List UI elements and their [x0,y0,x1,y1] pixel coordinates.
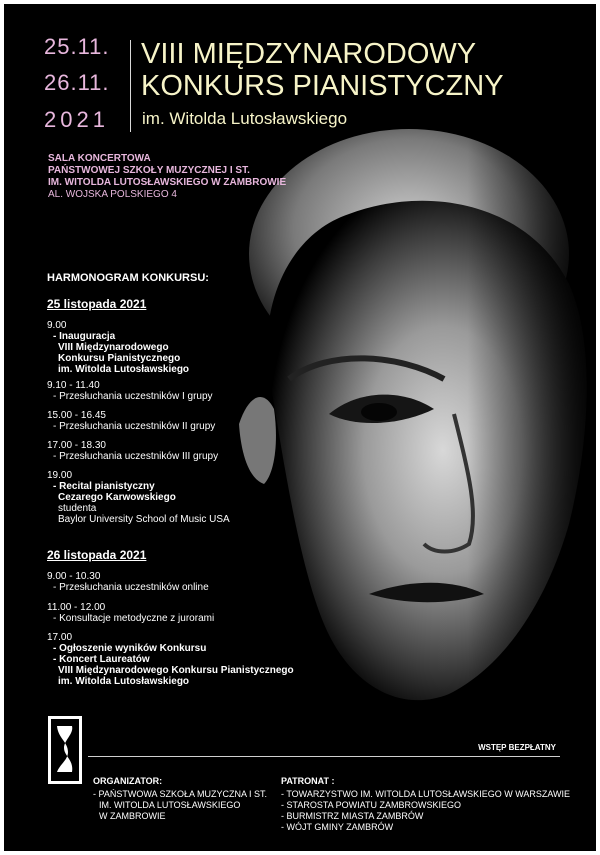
schedule-item [47,571,209,593]
organizer-heading: ORGANIZATOR: [93,776,163,786]
schedule-item [47,632,294,687]
patronage-line: - WÓJT GMINY ZAMBRÓW [281,822,394,832]
item-time: 9.00 - 10.30 [47,571,101,582]
item-line: im. Witolda Lutosławskiego [58,676,190,687]
item-line: - Przesłuchania uczestników II grupy [53,421,216,432]
item-line: im. Witolda Lutosławskiego [58,364,190,375]
item-time: 19.00 [47,470,73,481]
free-entry-note: WSTĘP BEZPŁATNY [478,743,556,752]
venue-line: SALA KONCERTOWA [48,153,151,164]
venue-block [48,153,286,201]
title-line-1: VIII MIĘDZYNARODOWY [141,38,477,70]
venue-address: AL. WOJSKA POLSKIEGO 4 [48,189,177,200]
date-line-2: 26.11. [44,70,110,95]
schedule-item [47,470,230,525]
item-time: 9.00 [47,320,67,331]
schedule-heading: HARMONOGRAM KONKURSU: [47,272,209,284]
date-line-1: 25.11. [44,34,110,59]
schedule-item [47,380,213,402]
organizer-line: IM. WITOLDA LUTOSŁAWSKIEGO [99,800,241,810]
item-line: - Koncert Laureatów [53,654,150,665]
item-line: studenta [58,503,97,514]
footer-divider [88,756,560,757]
title-separator [130,40,131,132]
item-line: - Recital pianistyczny [53,481,155,492]
venue-line: PAŃSTWOWEJ SZKOŁY MUZYCZNEJ I ST. [48,165,250,176]
date-year: 2021 [44,107,109,132]
poster [4,4,596,851]
organizer-list [93,789,267,822]
item-line: - Inauguracja [53,331,116,342]
item-line: VIII Międzynarodowego [58,342,169,353]
title-line-2: KONKURS PIANISTYCZNY [141,70,504,102]
patronage-line: - STAROSTA POWIATU ZAMBROWSKIEGO [281,800,462,810]
day2-label: 26 listopada 2021 [47,548,147,562]
subtitle: im. Witolda Lutosławskiego [142,109,348,128]
schedule-item [47,320,189,375]
organizer-line: W ZAMBROWIE [99,811,166,821]
item-line: - Przesłuchania uczestników I grupy [53,391,213,402]
item-line: - Ogłoszenie wyników Konkursu [53,643,207,654]
composer-portrait-image [229,124,596,704]
patronage-line: - TOWARZYSTWO IM. WITOLDA LUTOSŁAWSKIEGO W WARSZAWIE [281,789,571,799]
item-line: VIII Międzynarodowego Konkursu Pianistycznego [58,665,294,676]
patronage-list [281,789,570,833]
day1-label: 25 listopada 2021 [47,297,147,311]
item-time: 11.00 - 12.00 [47,602,106,613]
item-time: 17.00 [47,632,73,643]
item-line: Konkursu Pianistycznego [58,353,181,364]
item-line: Cezarego Karwowskiego [58,492,176,503]
venue-line: IM. WITOLDA LUTOSŁAWSKIEGO W ZAMBROWIE [48,177,287,188]
schedule-item [47,440,218,462]
patronage-heading: PATRONAT : [281,776,335,786]
schedule-item [47,410,215,432]
item-line: - Przesłuchania uczestników III grupy [53,451,219,462]
item-line: - Konsultacje metodyczne z jurorami [53,613,215,624]
patronage-line: - BURMISTRZ MIASTA ZAMBRÓW [281,811,424,821]
item-time: 9.10 - 11.40 [47,380,100,391]
organizer-line: - PAŃSTWOWA SZKOŁA MUZYCZNA I ST. [93,789,268,799]
schedule-item [47,602,214,624]
school-logo-icon [48,716,82,784]
item-line: - Przesłuchania uczestników online [53,582,209,593]
item-time: 15.00 - 16.45 [47,410,106,421]
item-line: Baylor University School of Music USA [58,514,230,525]
item-time: 17.00 - 18.30 [47,440,106,451]
